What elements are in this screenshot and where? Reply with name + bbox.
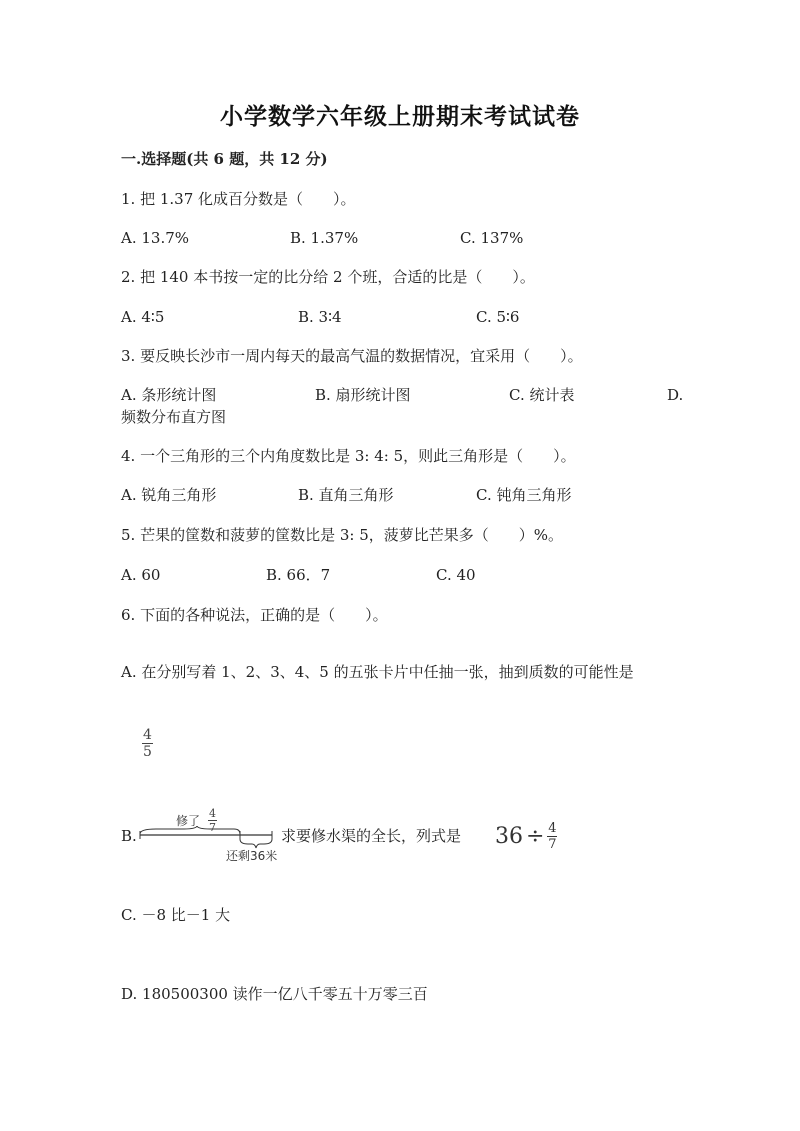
question-3-option-a: A. 条形统计图 [121,386,217,404]
division-sign: ÷ [526,824,545,849]
top-brace [140,826,240,834]
question-5-option-c: C. 40 [436,566,476,584]
expression-fraction [547,822,557,851]
question-3-stem: 3. 要反映长沙市一周内每天的最高气温的数据情况，宜采用（ ）。 [121,347,583,365]
fraction-denominator: 5 [143,744,152,760]
question-5-option-a: A. 60 [121,566,161,584]
question-2-option-c: C. 5∶6 [476,308,520,326]
exam-title: 小学数学六年级上册期末考试试卷 [220,103,580,130]
question-6-option-d: D. 180500300 读作一亿八千零五十万零三百 [121,985,428,1003]
division-expression [495,822,557,851]
question-3-option-d-text: 频数分布直方图 [121,408,227,426]
expression-numerator: 4 [548,821,557,836]
question-4-option-c: C. 钝角三角形 [476,486,572,504]
question-6-option-a: A. 在分别写着 1、2、3、4、5 的五张卡片中任抽一张，抽到质数的可能性是 [121,663,634,681]
expression-denominator: 7 [548,837,557,852]
question-2-option-a: A. 4∶5 [121,308,165,326]
question-2-option-b: B. 3∶4 [298,308,342,326]
question-5-option-b: B. 66．7 [266,566,331,584]
question-6-stem: 6. 下面的各种说法，正确的是（ ）。 [121,606,388,624]
question-6-option-b-text: 求要修水渠的全长，列式是 [281,827,462,845]
question-3-option-c: C. 统计表 [509,386,575,404]
question-1-stem: 1. 把 1.37 化成百分数是（ ）。 [121,190,356,208]
question-4-stem: 4. 一个三角形的三个内角度数比是 3: 4: 5，则此三角形是（ ）。 [121,447,576,465]
question-5-stem: 5. 芒果的筐数和菠萝的筐数比是 3: 5，菠萝比芒果多（ ）%。 [121,526,564,544]
section-heading: 一.选择题(共 6 题，共 12 分) [121,150,328,168]
question-4-option-b: B. 直角三角形 [298,486,394,504]
question-1-option-c: C. 137% [460,229,524,247]
bottom-brace [240,839,272,848]
diagram-fraction-numerator: 4 [209,807,216,820]
option-a-fraction [142,728,153,759]
diagram-fraction-denominator: 7 [209,821,216,834]
question-6-option-c: C. －8 比－1 大 [121,906,231,924]
question-1-option-b: B. 1.37% [290,229,359,247]
question-1-option-a: A. 13.7% [121,229,190,247]
diagram-bottom-label: 还剩36米 [226,849,278,863]
question-6-option-b-label: B. [121,827,137,845]
diagram-top-label: 修了 [176,814,201,828]
question-2-stem: 2. 把 140 本书按一定的比分给 2 个班，合适的比是（ ）。 [121,268,535,286]
question-3-option-d: D. [667,386,684,404]
expression-dividend: 36 [495,824,523,849]
fraction-numerator: 4 [143,727,152,743]
question-3-option-b: B. 扇形统计图 [315,386,411,404]
question-4-option-a: A. 锐角三角形 [121,486,217,504]
